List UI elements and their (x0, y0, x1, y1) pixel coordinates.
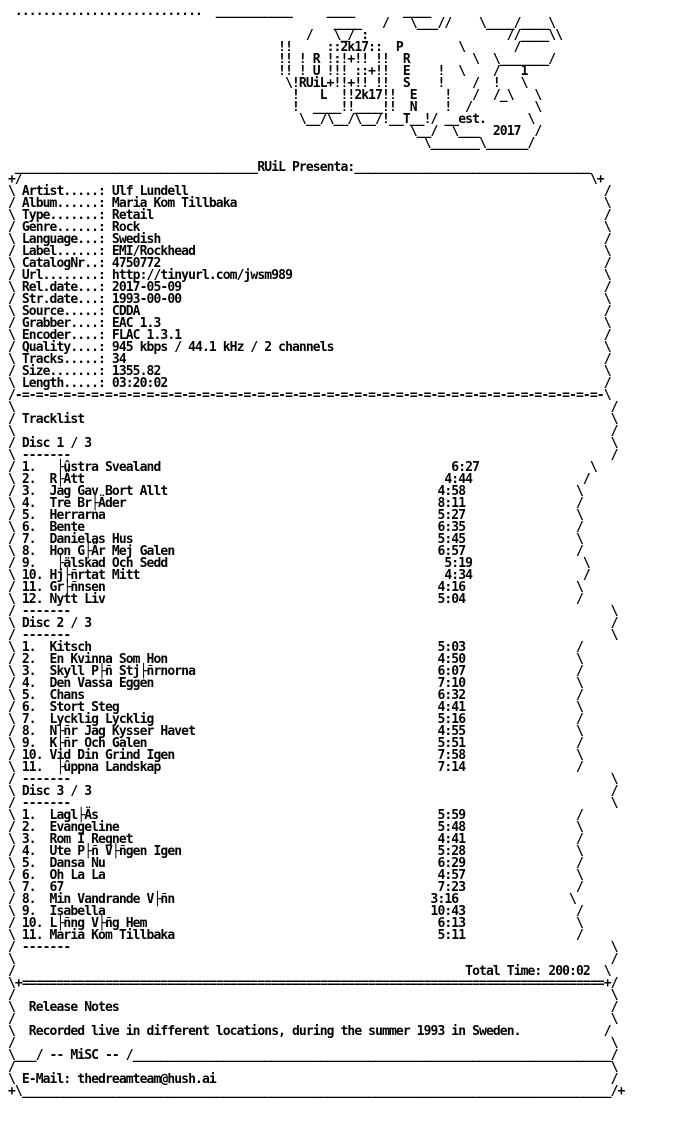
nfo-line: / 11. Gr├ñnsen 4:16 \ (8, 580, 583, 595)
nfo-line: \ Release Notes / (8, 1000, 618, 1015)
nfo-line: \ Encoder....: FLAC 1.3.1 / (8, 328, 611, 343)
nfo-line: \ 3. Rom I Regnet 4:41 / (8, 832, 583, 847)
nfo-line: / 5. Herrarna 5:27 \ (8, 508, 583, 523)
nfo-line: / Quality....: 945 kbps / 44.1 kHz / 2 channels \ (8, 340, 611, 355)
nfo-line: \__/ \___ 2017 / (8, 124, 542, 139)
nfo-line: \ / (8, 424, 618, 439)
nfo-line: \ 1. Kitsch 5:03 / (8, 640, 583, 655)
nfo-line: \ Length.....: 03:20:02 / (8, 376, 611, 391)
nfo-line: \ 1. Lagl├Äs 5:59 / (8, 808, 583, 823)
nfo-line: \ / (8, 952, 618, 967)
nfo-line: \ 3. Skyll P├ñ Stj├ñrnorna 6:07 / (8, 664, 583, 679)
nfo-line: \ ------- / (8, 448, 618, 463)
nfo-line: \ / (8, 400, 618, 415)
nfo-line: \!RUiL+!!+!! !! S ! / ! \ (8, 76, 528, 91)
nfo-line: \ Artist.....: Ulf Lundell / (8, 184, 611, 199)
nfo-line: / Str.date...: 1993-00-00 \ (8, 292, 611, 307)
nfo-line: / Size.......: 1355.82 \ (8, 364, 611, 379)
nfo-line: ___________________________________RUiL Presenta:__________________________________ (8, 160, 590, 175)
nfo-line: \_______\______/ (8, 136, 535, 151)
nfo-line: / 3. Jag Gav Bort Allt 4:58 \ (8, 484, 583, 499)
nfo-line: \ E-Mail: thedreamteam@hush.ai / (8, 1072, 618, 1087)
nfo-line: \ 11. ├ûppna Landskap 7:14 / (8, 760, 583, 775)
nfo-line: / ------- \ (8, 628, 618, 643)
nfo-line: +/ \+ (8, 172, 604, 187)
nfo-line: ........................... ___________ ____ ____ (8, 4, 431, 19)
nfo-line: \ Source.....: CDDA / (8, 304, 611, 319)
nfo-line: \ CatalogNr..: 4750772 / (8, 256, 611, 271)
nfo-line: / 1. ├ûstra Svealand 6:27 \ (8, 460, 597, 475)
nfo-line: / Url........: http://tinyurl.com/jwsm989 \ (8, 268, 611, 283)
nfo-line: \ 12. Nytt Liv 5:04 / (8, 592, 583, 607)
nfo-line: \ 10. Hj├ñrtat Mitt 4:34 / (8, 568, 590, 583)
nfo-line: / \ (8, 988, 618, 1003)
nfo-line: / Tracklist \ (8, 412, 618, 427)
nfo-line: / \ (8, 1060, 618, 1075)
nfo-line: \ Disc 3 / 3 / (8, 784, 618, 799)
nfo-line: \ 7. Lycklig Lycklig 5:16 / (8, 712, 583, 727)
nfo-line: \ 4. Tre Br├Äder 8:11 / (8, 496, 583, 511)
nfo-line: / Album......: Maria Kom Tillbaka \ (8, 196, 611, 211)
nfo-line: !! ! R !:!+!! !! R \ \_______/ (8, 52, 556, 67)
nfo-line: !! ::2k17:: P \ / (8, 40, 521, 55)
nfo-line: / 10. L├ñng V├ñg Hem 6:13 \ (8, 916, 583, 931)
nfo-line: \ 9. K├ñr Och Galen 5:51 / (8, 736, 583, 751)
nfo-line: \+====================================================================================+/ (8, 976, 618, 991)
nfo-line: \ Rel.date...: 2017-05-09 / (8, 280, 611, 295)
nfo-line: / 8. N├ñr Jag Kysser Havet 4:55 \ (8, 724, 583, 739)
nfo-line: / Disc 1 / 3 \ (8, 436, 618, 451)
nfo-line: / 7. Danielas Hus 5:45 \ (8, 532, 583, 547)
nfo-line: \ Type.......: Retail / (8, 208, 611, 223)
nfo-line: / 8. Min Vandrande V├ñn 3:16 \ (8, 892, 576, 907)
nfo-line: \__/\__/\__/!__T__!/ __est. \ (8, 112, 535, 127)
nfo-line: / \_/ : //____\\ (8, 28, 563, 43)
nfo-line: \___/ -- MiSC -- /_____________________________________________________________________/ (8, 1048, 618, 1063)
nfo-line: \ Tracks.....: 34 / (8, 352, 611, 367)
nfo-line: ! L !!2k17!! E ! / /_\ \ (8, 88, 542, 103)
nfo-line: / Label......: EMI/Rockhead \ (8, 244, 611, 259)
nfo-line: /-=-=-=-=-=-=-=-=-=-=-=-=-=-=-=-=-=-=-=-=-=-=-=-=-=-=-=-=-=-=-=-=-=-=-=-=-=-=-=-=-=-=-\ (8, 388, 611, 403)
nfo-line: / 2. En Kvinna Som Hon 4:50 \ (8, 652, 583, 667)
nfo-line: !! ! U !!! ::+!! E ! \ / 1 (8, 64, 528, 79)
nfo-text-block (8, 6, 624, 1098)
nfo-line: / Total Time: 200:02 \ (8, 964, 611, 979)
nfo-line: \ 6. Bente 6:35 / (8, 520, 583, 535)
nfo-line: \ 2. R├Ätt 4:44 / (8, 472, 590, 487)
nfo-line: ! ____!!____!! N ! / \ (8, 100, 542, 115)
nfo-line: \ 5. Dansa Nu 6:29 / (8, 856, 583, 871)
nfo-line: / Genre......: Rock \ (8, 220, 611, 235)
nfo-line: \ 9. Isabella 10:43 / (8, 904, 583, 919)
nfo-line: \ Language...: Swedish / (8, 232, 611, 247)
nfo-line: / 10. Vid Din Grind Igen 7:58 \ (8, 748, 583, 763)
nfo-line: +\_____________________________________________________________________________________/+ (8, 1084, 625, 1099)
nfo-line: / 2. Evangeline 5:48 \ (8, 820, 583, 835)
nfo-line: ____ / \___// \____/____\ (8, 16, 556, 31)
nfo-line: / ------- \ (8, 940, 618, 955)
nfo-line: / 6. Oh La La 4:57 \ (8, 868, 583, 883)
nfo-line: / ------- \ (8, 772, 618, 787)
nfo-line: / 4. Ute P├ñ V├ñgen Igen 5:28 \ (8, 844, 583, 859)
nfo-line: / Grabber....: EAC 1.3 \ (8, 316, 611, 331)
nfo-line: / ------- \ (8, 796, 618, 811)
nfo-line: / 4. Den Vassa Eggen 7:10 \ (8, 676, 583, 691)
nfo-line: / \ (8, 1036, 618, 1051)
nfo-line: \ 5. Chans 6:32 / (8, 688, 583, 703)
nfo-line: \ Recorded live in different locations, during the summer 1993 in Sweden. / (8, 1024, 611, 1039)
nfo-line: / ------- \ (8, 604, 618, 619)
nfo-line: / 6. Stort Steg 4:41 \ (8, 700, 583, 715)
nfo-line: \ 8. Hon G├Är Mej Galen 6:57 / (8, 544, 583, 559)
nfo-line: \ 11. Maria Kom Tillbaka 5:11 / (8, 928, 583, 943)
nfo-line: \ Disc 2 / 3 / (8, 616, 618, 631)
nfo-line: / 9. ├älskad Och Sedd 5:19 \ (8, 556, 590, 571)
nfo-line: / \ (8, 1012, 618, 1027)
nfo-line: \ 7. 67 7:23 / (8, 880, 583, 895)
